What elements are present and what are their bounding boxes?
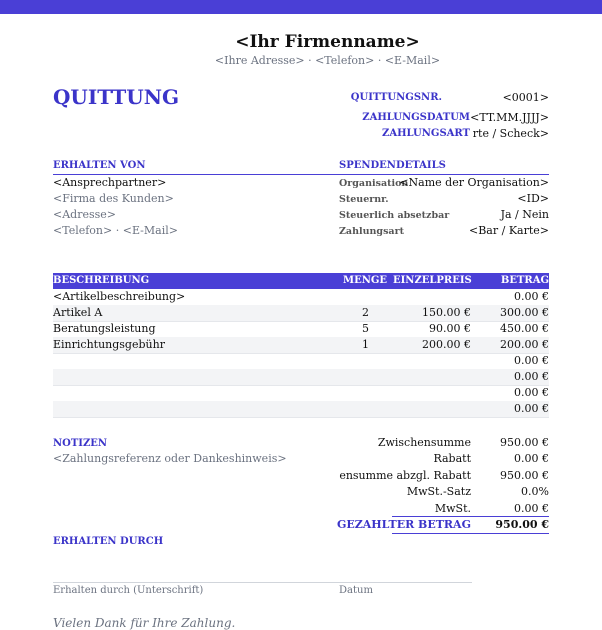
row-4-quantity: 1 xyxy=(362,338,369,351)
col-header-description: BESCHREIBUNG xyxy=(53,275,150,286)
total-rule-top xyxy=(392,516,549,517)
table-row xyxy=(53,305,549,322)
subtotal-label: Zwischensumme xyxy=(377,436,471,449)
table-row xyxy=(53,369,549,386)
customer-phone-email: <Telefon> · <E-Mail> xyxy=(53,224,178,237)
col-header-unit-price: EINZELPREIS xyxy=(393,275,472,286)
payment-date-label: ZAHLUNGSDATUM xyxy=(362,112,470,123)
row-2-amount: 300.00 € xyxy=(500,306,549,319)
row-1-description: <Artikelbeschreibung> xyxy=(53,290,186,303)
col-header-amount: BETRAG xyxy=(500,275,549,286)
total-paid-label: GEZAHLTER BETRAG xyxy=(336,518,471,531)
received-by-heading: ERHALTEN DURCH xyxy=(53,536,164,547)
company-name: <Ihr Firmenname> xyxy=(235,32,420,52)
row-3-unit-price: 90.00 € xyxy=(429,322,471,335)
row-2-quantity: 2 xyxy=(362,306,369,319)
row-8-amount: 0.00 € xyxy=(514,402,549,415)
row-4-unit-price: 200.00 € xyxy=(422,338,471,351)
received-from-rule xyxy=(53,174,339,175)
row-5-amount: 0.00 € xyxy=(514,354,549,367)
donation-details-rule xyxy=(339,174,549,175)
net-after-discount-value: 950.00 € xyxy=(500,469,549,482)
row-3-quantity: 5 xyxy=(362,322,369,335)
donation-taxid-label: Steuernr. xyxy=(339,194,389,205)
vat-rate-label: MwSt.-Satz xyxy=(406,485,471,498)
row-2-description: Artikel A xyxy=(53,306,103,319)
table-row xyxy=(53,353,549,370)
donation-method-value: <Bar / Karte> xyxy=(469,224,549,237)
vat-rate-value: 0.0% xyxy=(521,485,549,498)
row-3-description: Beratungsleistung xyxy=(53,322,156,335)
top-accent-bar xyxy=(0,0,602,14)
customer-company: <Firma des Kunden> xyxy=(53,192,174,205)
payment-method-value: rte / Scheck> xyxy=(472,127,549,140)
donation-taxid-value: <ID> xyxy=(517,192,549,205)
payment-method-label: ZAHLUNGSART xyxy=(382,128,470,139)
row-2-unit-price: 150.00 € xyxy=(422,306,471,319)
discount-label: Rabatt xyxy=(433,452,471,465)
receipt-number-value: <0001> xyxy=(502,91,549,104)
notes-text: <Zahlungsreferenz oder Dankeshinweis> xyxy=(53,452,287,465)
donation-details-heading: SPENDENDETAILS xyxy=(339,160,446,171)
donation-deductible-label: Steuerlich absetzbar xyxy=(339,210,450,221)
donation-deductible-value: Ja / Nein xyxy=(500,208,549,221)
company-contact-line: <Ihre Adresse> · <Telefon> · <E-Mail> xyxy=(214,54,441,67)
received-from-heading: ERHALTEN VON xyxy=(53,160,146,171)
donation-org-label: Organisation xyxy=(339,178,409,189)
table-row xyxy=(53,385,549,402)
document-title: QUITTUNG xyxy=(53,85,180,109)
row-4-description: Einrichtungsgebühr xyxy=(53,338,165,351)
total-rule-bottom xyxy=(392,533,549,534)
payment-date-value: <TT.MM.JJJJ> xyxy=(470,111,549,124)
total-paid-value: 950.00 € xyxy=(495,518,549,531)
notes-heading: NOTIZEN xyxy=(53,438,108,449)
customer-address: <Adresse> xyxy=(53,208,116,221)
vat-label: MwSt. xyxy=(434,502,471,515)
receipt-number-label: QUITTUNGSNR. xyxy=(350,92,442,103)
subtotal-value: 950.00 € xyxy=(500,436,549,449)
row-1-amount: 0.00 € xyxy=(514,290,549,303)
thank-you-note: Vielen Dank für Ihre Zahlung. xyxy=(53,616,236,630)
row-3-amount: 450.00 € xyxy=(500,322,549,335)
net-after-discount-label: ensumme abzgl. Rabatt xyxy=(339,469,471,482)
row-4-amount: 200.00 € xyxy=(500,338,549,351)
vat-value: 0.00 € xyxy=(514,502,549,515)
row-6-amount: 0.00 € xyxy=(514,370,549,383)
customer-contact: <Ansprechpartner> xyxy=(53,176,167,189)
discount-value: 0.00 € xyxy=(514,452,549,465)
signature-line xyxy=(53,582,472,583)
donation-method-label: Zahlungsart xyxy=(339,226,404,237)
row-7-amount: 0.00 € xyxy=(514,386,549,399)
donation-org-value: <Name der Organisation> xyxy=(399,176,549,189)
date-label: Datum xyxy=(339,585,373,596)
signature-label: Erhalten durch (Unterschrift) xyxy=(53,585,204,596)
col-header-quantity: MENGE xyxy=(343,275,387,286)
table-row xyxy=(53,401,549,418)
